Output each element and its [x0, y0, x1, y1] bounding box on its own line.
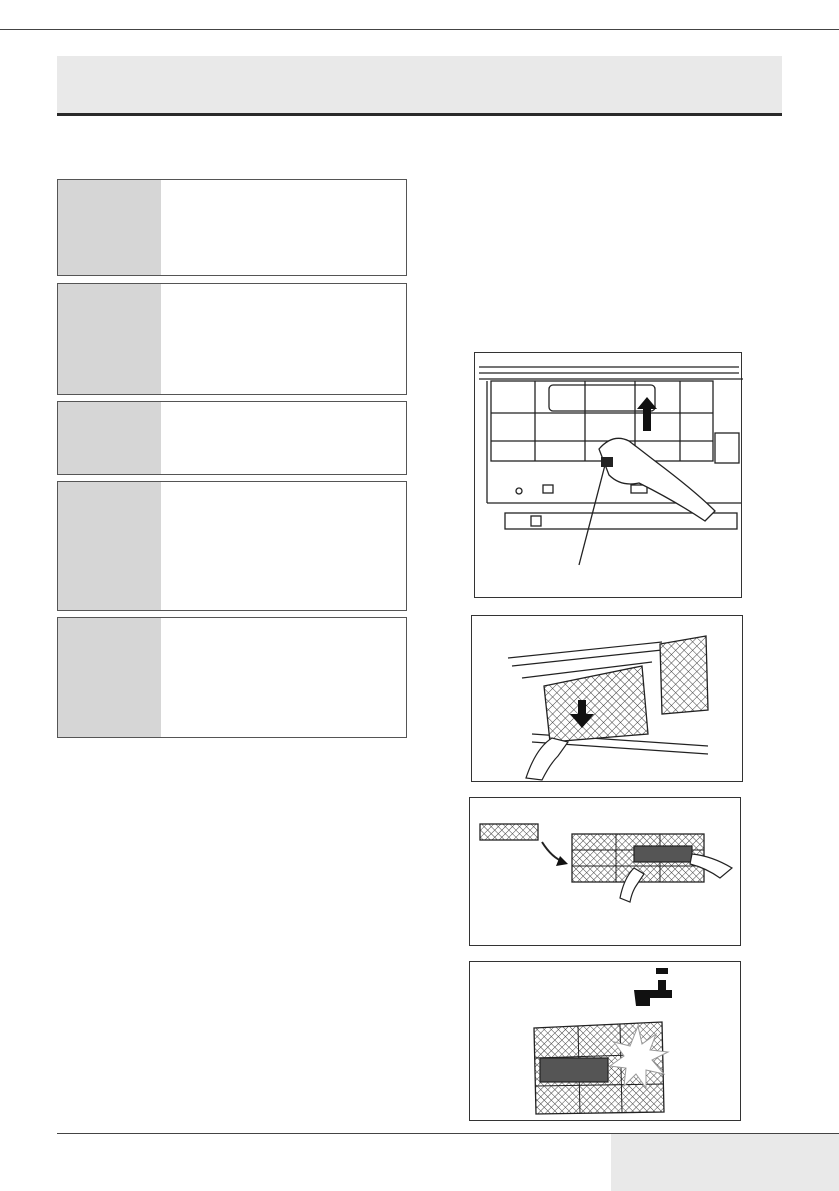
filter-washing-illustration [470, 962, 742, 1122]
step-row-3 [57, 401, 407, 475]
step-row-2 [57, 283, 407, 395]
step-label-cell [58, 402, 161, 474]
figure-filter-removal [471, 615, 743, 782]
step-text-cell [161, 618, 406, 737]
indoor-unit-open-panel-illustration [475, 353, 743, 599]
step-label-cell [58, 618, 161, 737]
filter-removal-illustration [472, 616, 744, 783]
figure-filter-washing [469, 961, 741, 1121]
header-rule [57, 113, 782, 116]
filter-assembly-illustration [470, 798, 742, 947]
step-row-1 [57, 179, 407, 276]
step-text-cell [161, 482, 406, 610]
figure-open-panel [474, 352, 742, 598]
step-row-5 [57, 617, 407, 738]
step-label-cell [58, 284, 161, 394]
top-divider [0, 29, 839, 30]
figure-filter-assembly [469, 797, 741, 946]
step-label-cell [58, 482, 161, 610]
page-header-band [57, 56, 782, 113]
page-number-box [611, 1134, 839, 1191]
step-text-cell [161, 284, 406, 394]
step-label-cell [58, 180, 161, 275]
step-text-cell [161, 180, 406, 275]
step-text-cell [161, 402, 406, 474]
step-row-4 [57, 481, 407, 611]
